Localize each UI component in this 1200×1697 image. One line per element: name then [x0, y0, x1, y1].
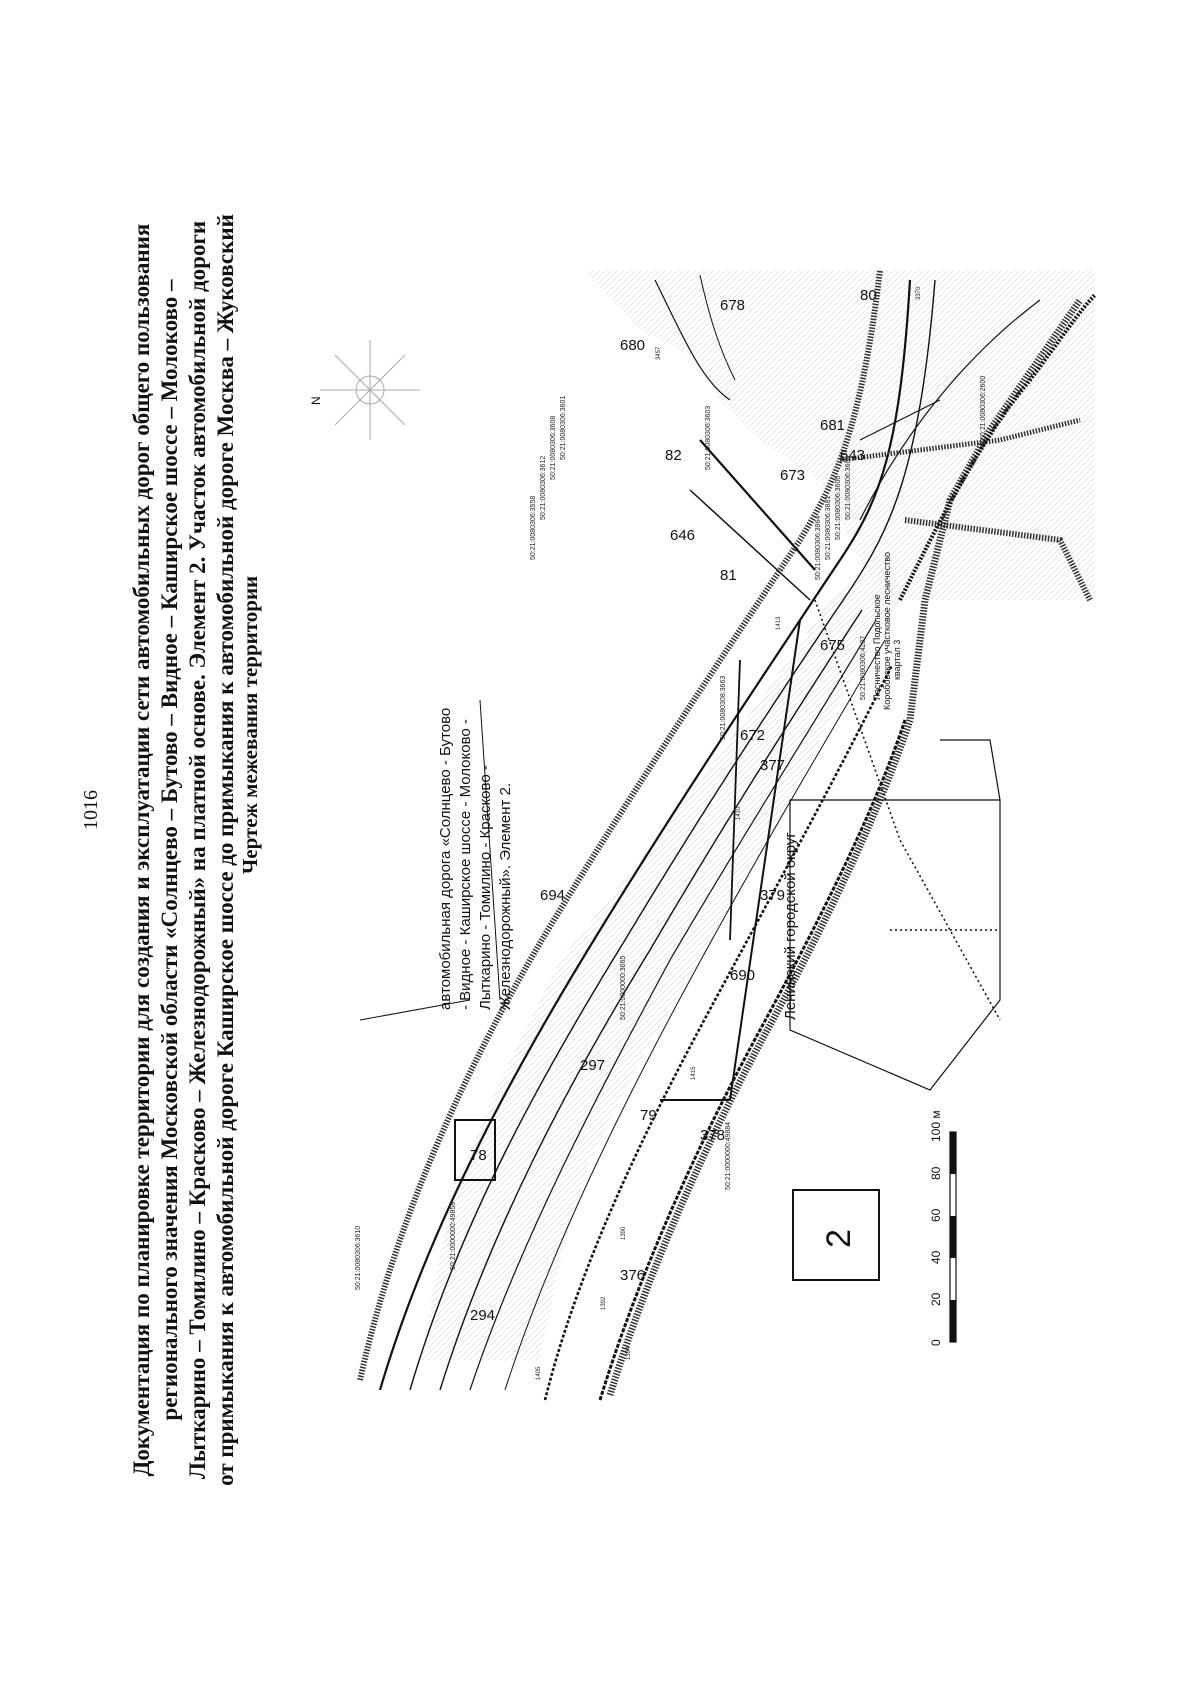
parcel-label: 82	[665, 447, 682, 464]
cadastral-label: 50:21:0080306:3612	[540, 455, 547, 520]
cadastral-label: 50:21:0080306:3610	[355, 1225, 362, 1290]
parcel-label: 673	[780, 467, 806, 484]
parcel-label: 379	[760, 887, 786, 904]
cadastral-label: 50:21:0080306:3881	[825, 495, 832, 560]
point-label: 1410	[736, 806, 742, 820]
cadastral-label: 50:21:0080306:3603	[705, 405, 712, 470]
parcel-label: 672	[740, 727, 766, 744]
parcel-label: 694	[540, 887, 566, 904]
cadastral-label: 50:21:0080306:3604	[845, 455, 852, 520]
parcel-label: 675	[820, 637, 846, 654]
parcel-label: 378	[700, 1127, 726, 1144]
point-label: 1413	[776, 616, 782, 630]
cadastral-label: 50:21:0080306:3864	[815, 515, 822, 580]
forestry-label-line-2: Коробовское участковое лесничество	[882, 552, 892, 710]
parcel-label: 690	[730, 967, 756, 984]
parcel-label: 81	[720, 567, 737, 584]
parcel-label: 80	[860, 287, 877, 304]
parcel-label: 376	[620, 1267, 646, 1284]
cadastral-label: 50:21:0080306:3608	[550, 415, 557, 480]
cadastral-label: 50:21:0080306:3601	[560, 395, 567, 460]
scale-tick: 100 м	[929, 1110, 943, 1142]
parcel-label: 681	[820, 417, 846, 434]
road-label-line-1: автомобильная дорога «Солнцево - Бутово	[437, 707, 454, 1010]
parcel-label: 78	[470, 1147, 487, 1164]
title-line-2: регионального значения Московской области «Солнцево – Бутово – Видное – Каширское шоссе – Молоково –	[157, 279, 182, 1421]
road-label-line-2: - Видное - Каширское шоссе - Молоково -	[457, 719, 474, 1010]
scale-tick: 80	[929, 1166, 943, 1180]
cadastral-label: 50:21:0000000:49884	[725, 1121, 732, 1190]
cadastral-label: 50:21:0080306:3606	[835, 475, 842, 540]
parcel-label: 646	[670, 527, 696, 544]
scale-tick: 40	[929, 1250, 943, 1264]
page-number: 1016	[80, 790, 102, 830]
north-label: N	[309, 396, 323, 405]
title-line-3: Лыткарино – Томилино – Красково – Железнодорожный» на платной основе. Элемент 2. Участок автомобильной дороги	[185, 220, 210, 1480]
scale-tick: 60	[929, 1208, 943, 1222]
sheet-number: 2	[820, 1229, 858, 1248]
district-label: Ленинский городской округ	[782, 832, 799, 1020]
parcel-label: 678	[720, 297, 746, 314]
north-arrow-icon	[320, 340, 420, 440]
parcel-label: 294	[470, 1307, 496, 1324]
parcel-label: 680	[620, 337, 646, 354]
point-label: 1415	[691, 1066, 697, 1080]
cadastral-label: 50:21:0080306:4207	[860, 635, 867, 700]
point-label: 1392	[601, 1296, 607, 1310]
cadastral-label: 50:21:0080306:2600	[980, 375, 987, 440]
road-label-line-4: Железнодорожный». Элемент 2.	[497, 782, 514, 1010]
scale-tick: 0	[929, 1339, 943, 1346]
cadastral-label: 50:21:0000000:3665	[620, 955, 627, 1020]
title-line-1: Документация по планировке территории для создания и эксплуатации сети автомобильных дорог общего пользования	[129, 223, 154, 1477]
road-label-line-3: Лыткарино - Томилино - Красково -	[477, 765, 494, 1010]
title-line-4: от примыкания к автомобильной дороге Каширское шоссе до примыкания к автомобильной дороге Москва – Жуковский	[213, 214, 238, 1486]
point-label: 1390	[621, 1226, 627, 1240]
parcel-label: 297	[580, 1057, 606, 1074]
forestry-label-line-3: квартал 3	[892, 639, 902, 680]
cadastral-label: 50:21:0080308:3663	[720, 675, 727, 740]
parcel-label: 79	[640, 1107, 657, 1124]
cadastral-label: 50:21:0080306:3558	[530, 495, 537, 560]
forestry-label-line-1: Лесничество Подольское	[872, 594, 882, 700]
point-label: 3370	[916, 286, 922, 300]
point-label: 1405	[536, 1366, 542, 1380]
parcel-label: 643	[840, 447, 866, 464]
parcel-label: 377	[760, 757, 786, 774]
point-label: 3457	[656, 346, 662, 360]
drawing-subtitle: Чертеж межевания территории	[238, 575, 262, 875]
point-label: 1394	[626, 1346, 632, 1360]
scale-tick: 20	[929, 1292, 943, 1306]
scale-bar	[950, 1132, 956, 1342]
cadastral-label: 50:21:0000000:49858	[450, 1201, 457, 1270]
